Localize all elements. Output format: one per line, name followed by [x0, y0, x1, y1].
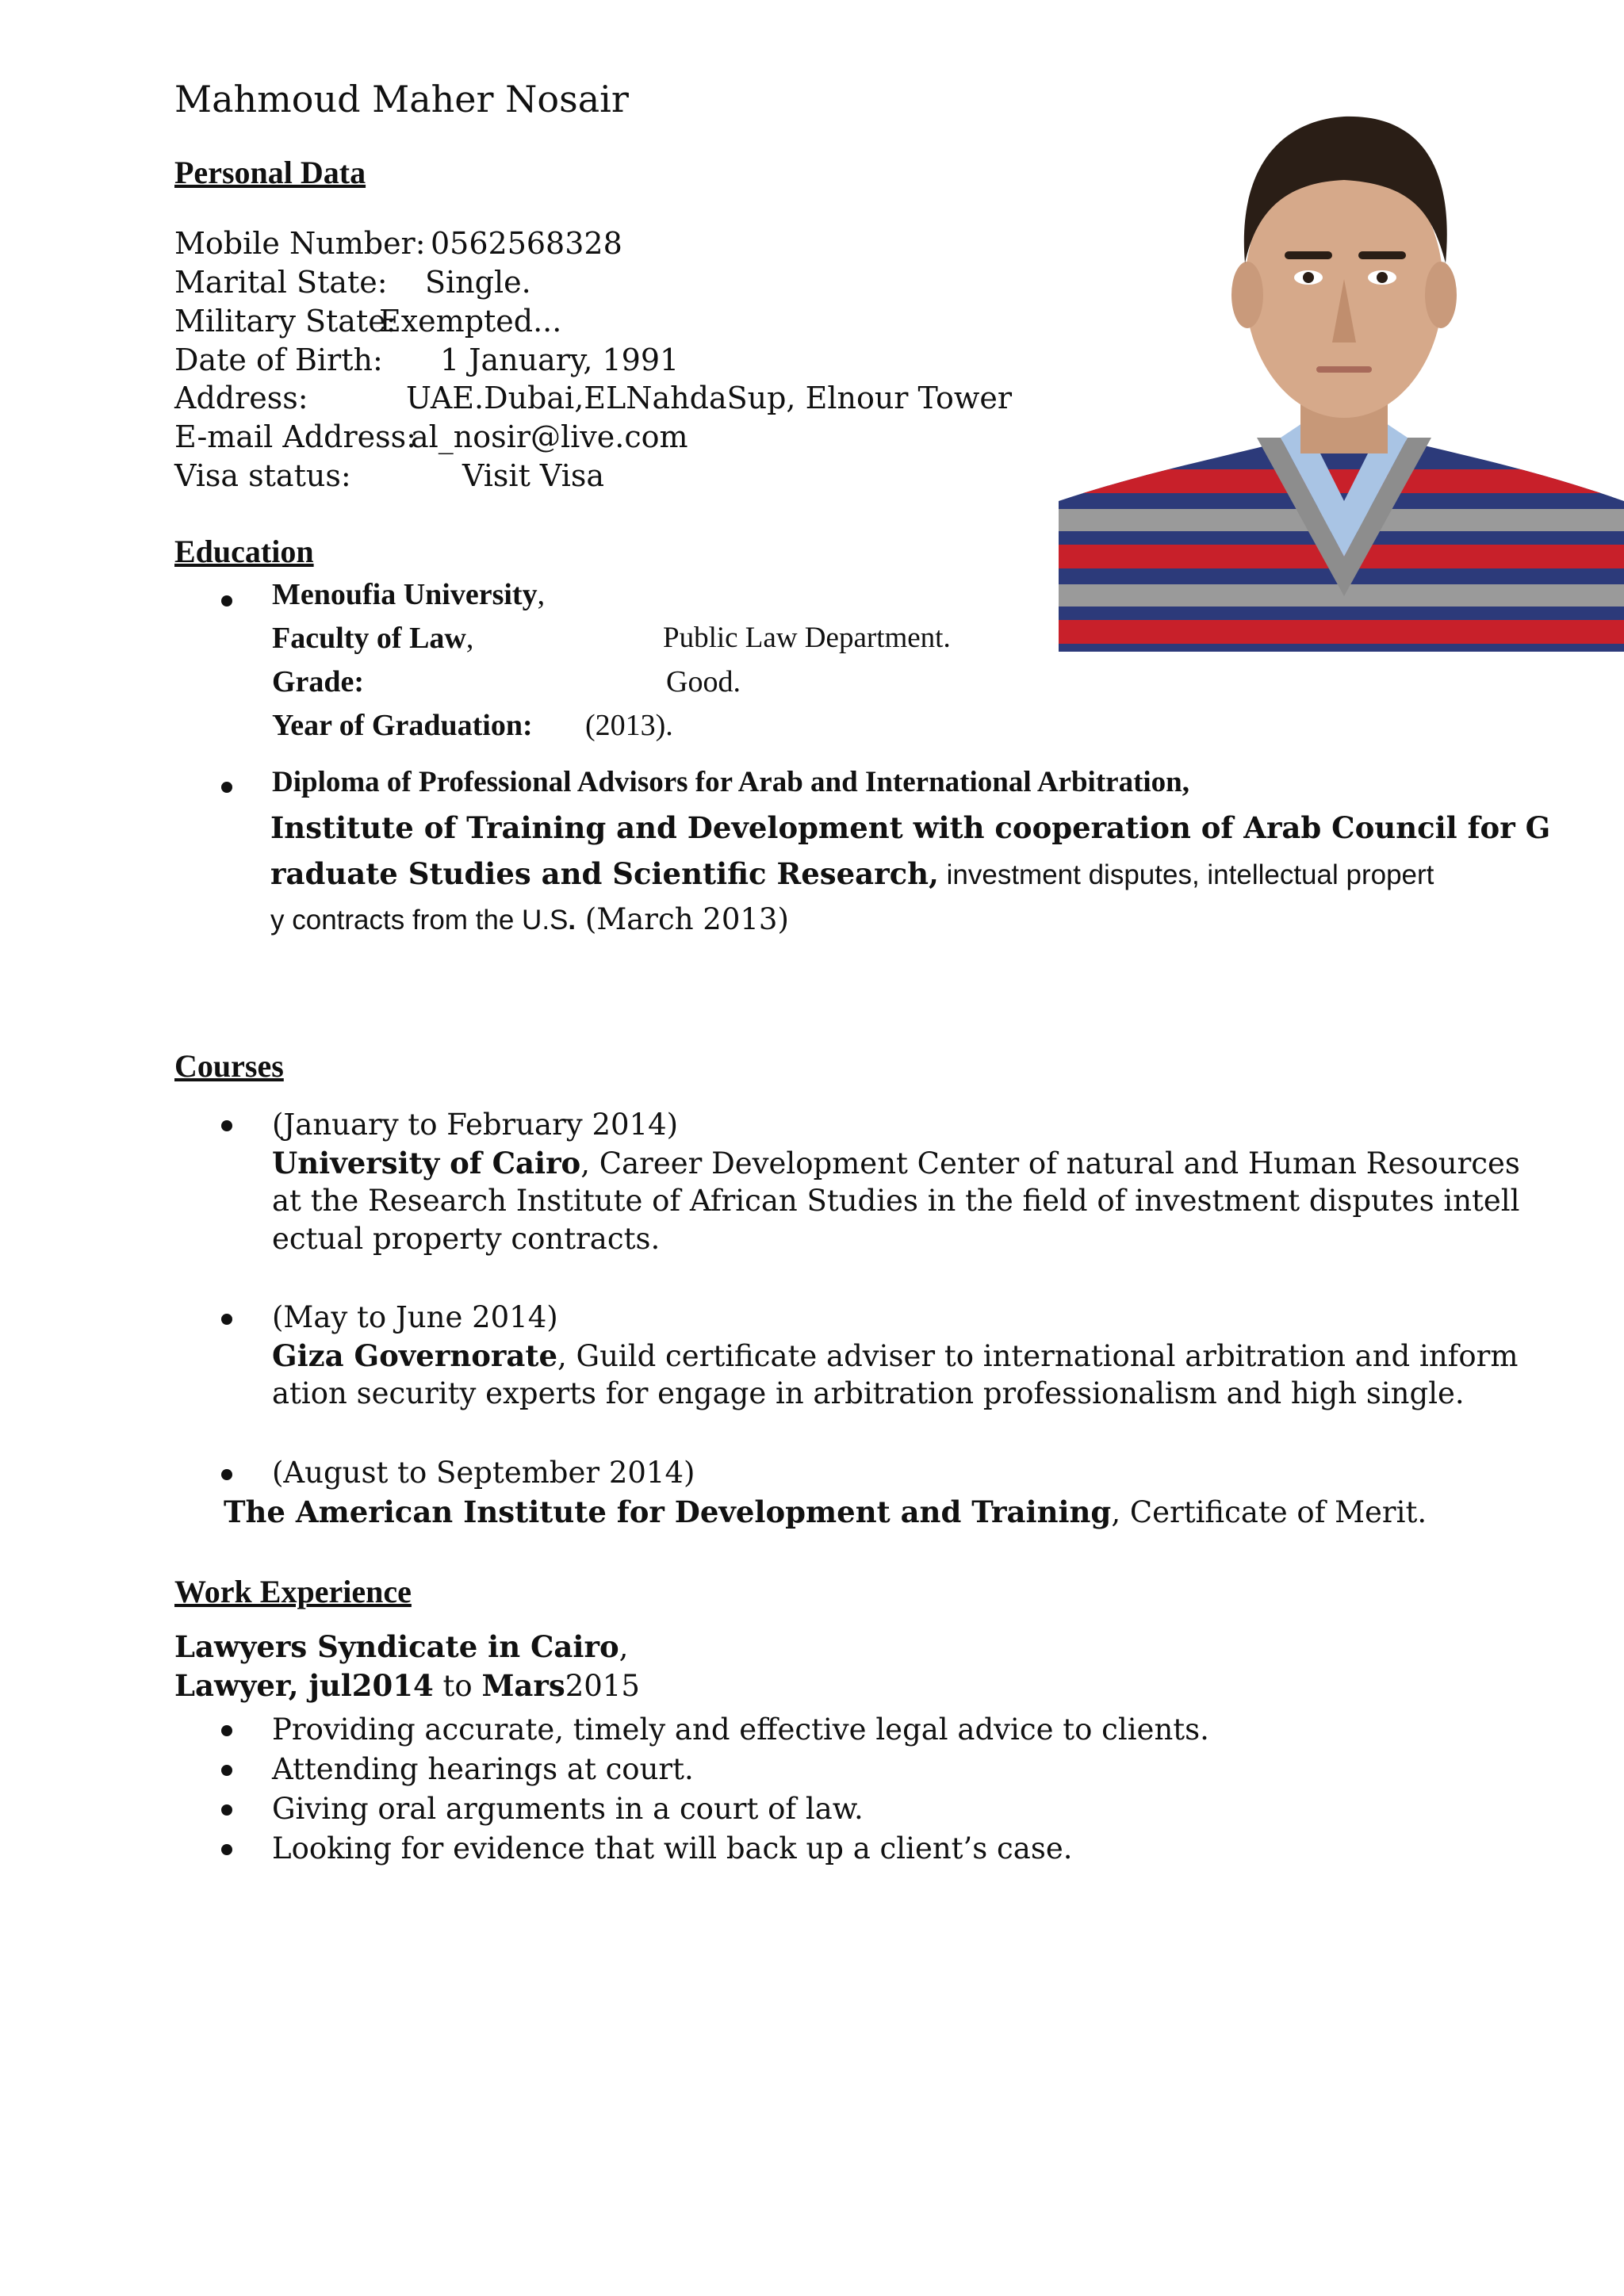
course-3-desc: , Certificate of Merit. — [1111, 1495, 1427, 1529]
course-2-org: Giza Governorate — [272, 1338, 558, 1373]
course-1-desc: , Career Development Center of natural and Human Resources — [580, 1146, 1520, 1181]
marital-label: Marital State: — [174, 265, 388, 300]
course-3-line-1 — [224, 1493, 1427, 1532]
mobile-value: 0562568328 — [431, 226, 622, 261]
military-value: Exempted... — [379, 304, 562, 339]
diploma-institute-end: raduate Studies and Scientific Research, — [270, 856, 939, 891]
role-end-year: 2015 — [565, 1669, 640, 1703]
bullet-dot — [221, 1469, 232, 1480]
courses-heading: Courses — [174, 1048, 284, 1084]
course-2-line-1 — [272, 1337, 1518, 1376]
profile-photo — [1059, 25, 1624, 652]
bullet-dot — [221, 1765, 232, 1776]
graduation-value: (2013). — [585, 709, 673, 742]
email-value: al_nosir@live.com — [411, 419, 688, 454]
bullet-dot — [221, 595, 232, 607]
duty-item: Providing accurate, timely and effective legal advice to clients. — [272, 1712, 1209, 1747]
bullet-dot — [221, 1844, 232, 1855]
employer-comma: , — [619, 1630, 629, 1664]
diploma-line-3 — [270, 856, 1434, 891]
course-1-org: University of Cairo — [272, 1146, 581, 1181]
employer-name: Lawyers Syndicate in Cairo — [174, 1629, 619, 1664]
bullet-dot — [221, 1120, 232, 1131]
diploma-date: (March 2013) — [576, 902, 789, 936]
duty-item: Looking for evidence that will back up a client’s case. — [272, 1831, 1073, 1866]
course-3-date: (August to September 2014) — [272, 1456, 695, 1490]
university-comma: , — [537, 578, 546, 611]
visa-value: Visit Visa — [462, 458, 605, 493]
university-line — [272, 577, 545, 612]
bullet-dot — [221, 1725, 232, 1736]
diploma-line-4 — [270, 902, 789, 936]
diploma-topic-end: y contracts from the U.S — [270, 905, 569, 936]
department: Public Law Department. — [663, 622, 951, 654]
dob-value: 1 January, 1991 — [440, 342, 680, 377]
course-2-desc: , Guild certificate adviser to international arbitration and inform — [557, 1339, 1519, 1373]
course-1-line-1 — [272, 1144, 1520, 1183]
course-2-date: (May to June 2014) — [272, 1300, 558, 1334]
visa-label: Visa status: — [174, 458, 351, 493]
dob-label: Date of Birth: — [174, 342, 383, 377]
work-heading: Work Experience — [174, 1574, 412, 1609]
role-end-month: Mars — [481, 1668, 565, 1703]
military-label: Military State: — [174, 304, 396, 339]
education-heading: Education — [174, 534, 314, 569]
faculty-line — [272, 621, 473, 656]
role-start: Lawyer, jul2014 — [174, 1668, 434, 1703]
duty-item: Attending hearings at court. — [272, 1752, 694, 1786]
role-to: to — [433, 1669, 482, 1703]
cv-name: Mahmoud Maher Nosair — [174, 78, 629, 121]
course-1-line-2: at the Research Institute of African Studies in the field of investment disputes intell — [272, 1184, 1520, 1218]
bullet-dot — [221, 782, 232, 793]
role-line — [174, 1667, 640, 1705]
faculty-name: Faculty of Law — [272, 622, 466, 655]
bullet-dot — [221, 1804, 232, 1816]
diploma-line-2: Institute of Training and Development with cooperation of Arab Council for G — [270, 810, 1551, 845]
faculty-comma: , — [465, 622, 474, 655]
grade-value: Good. — [666, 665, 741, 698]
course-1-date: (January to February 2014) — [272, 1108, 679, 1142]
mobile-label: Mobile Number: — [174, 226, 426, 261]
address-value: UAE.Dubai,ELNahdaSup, Elnour Tower — [406, 381, 1013, 415]
grade-label: Grade: — [272, 665, 365, 698]
email-label: E-mail Address: — [174, 419, 416, 454]
graduation-label: Year of Graduation: — [272, 709, 533, 742]
marital-value: Single. — [425, 265, 531, 300]
duty-item: Giving oral arguments in a court of law. — [272, 1792, 864, 1826]
diploma-title: Diploma of Professional Advisors for Arab and International Arbitration, — [272, 766, 1190, 798]
course-3-org: The American Institute for Development and Training — [224, 1494, 1112, 1529]
course-2-line-2: ation security experts for engage in arbitration professionalism and high single. — [272, 1376, 1465, 1410]
diploma-dot: . — [568, 905, 576, 936]
course-1-line-3: ectual property contracts. — [272, 1222, 661, 1256]
employer-line — [174, 1628, 628, 1667]
university-name: Menoufia University — [272, 578, 538, 611]
bullet-dot — [221, 1314, 232, 1325]
address-label: Address: — [174, 381, 308, 415]
diploma-topic: investment disputes, intellectual propert — [938, 859, 1434, 890]
personal-data-heading: Personal Data — [174, 155, 366, 190]
